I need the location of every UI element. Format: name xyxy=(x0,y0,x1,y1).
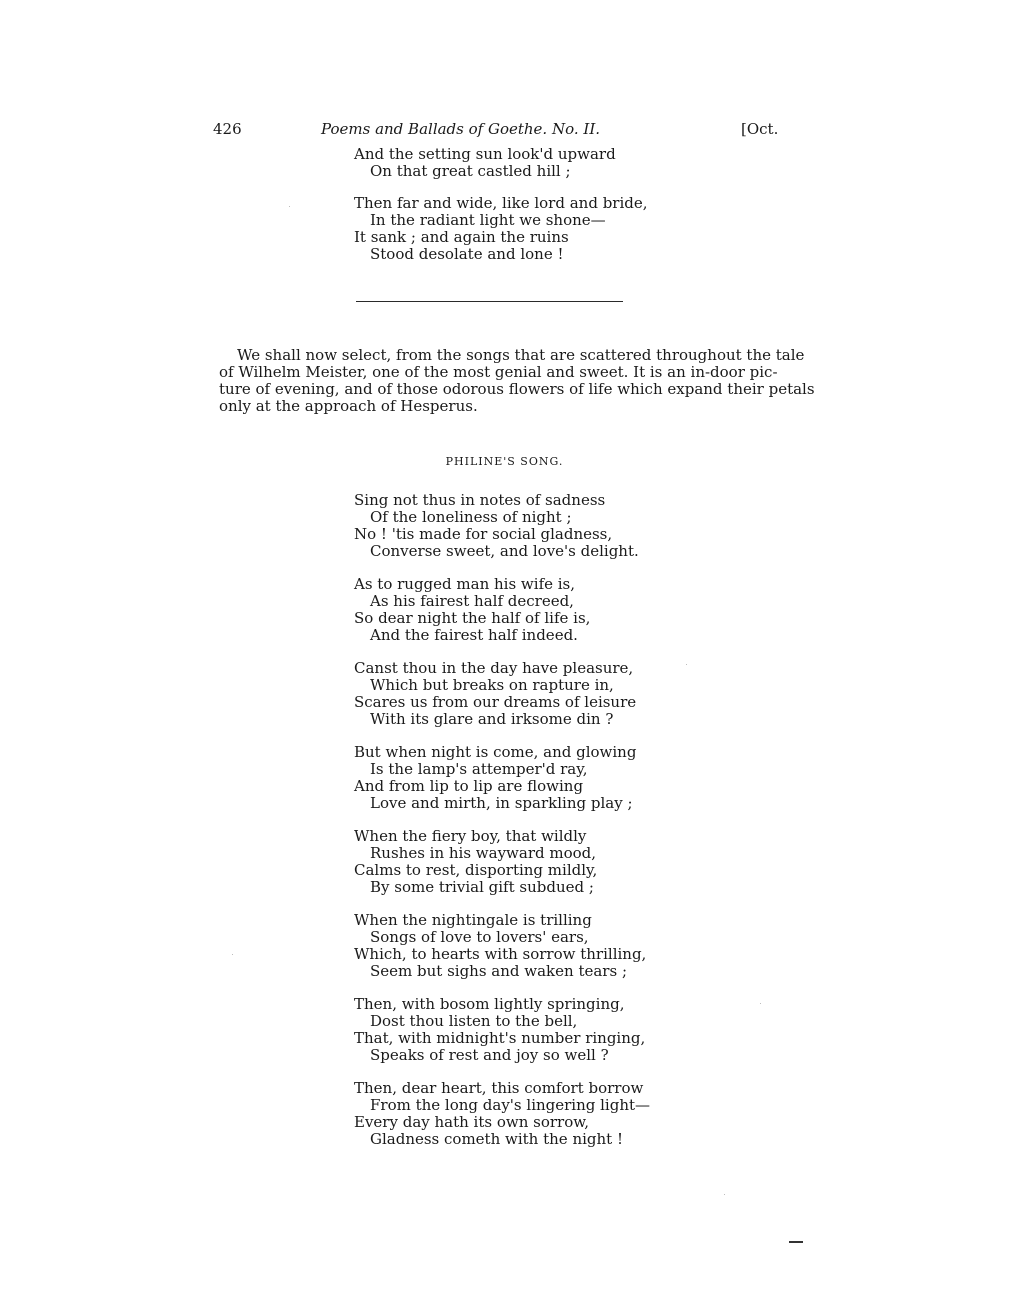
paper-speck xyxy=(232,954,233,955)
poem-line: Then far and wide, like lord and bride, xyxy=(354,194,648,212)
poem-line: Scares us from our dreams of leisure xyxy=(354,693,637,711)
poem-line: In the radiant light we shone— xyxy=(370,211,606,229)
poem-line: Gladness cometh with the night ! xyxy=(370,1130,623,1148)
paragraph-line: We shall now select, from the songs that are scattered throughout the tale xyxy=(237,346,805,364)
poem-line: That, with midnight's number ringing, xyxy=(354,1029,646,1047)
poem-line: No ! 'tis made for social gladness, xyxy=(354,525,613,543)
poem-line: And the fairest half indeed. xyxy=(370,626,578,644)
poem-line: Stood desolate and lone ! xyxy=(370,245,564,263)
running-title: Poems and Ballads of Goethe. No. II. xyxy=(321,120,601,138)
poem-line: On that great castled hill ; xyxy=(370,162,571,180)
song-title: PHILINE'S SONG. xyxy=(445,455,564,468)
paper-speck xyxy=(724,1194,725,1195)
previous-poem-stanza-1 xyxy=(354,146,616,180)
poem-line: Every day hath its own sorrow, xyxy=(354,1113,590,1131)
poem-line: Seem but sighs and waken tears ; xyxy=(370,962,627,980)
poem-line: Of the loneliness of night ; xyxy=(370,508,572,526)
poem-line: So dear night the half of life is, xyxy=(354,609,591,627)
poem-line: As to rugged man his wife is, xyxy=(354,575,576,593)
poem-line: By some trivial gift subdued ; xyxy=(370,878,594,896)
poem-line: Love and mirth, in sparkling play ; xyxy=(370,794,633,812)
paragraph-line: ture of evening, and of those odorous flowers of life which expand their petals xyxy=(219,380,815,398)
song-stanza-4 xyxy=(354,744,636,812)
paragraph-line: only at the approach of Hesperus. xyxy=(219,397,478,415)
song-stanza-2 xyxy=(354,576,590,644)
poem-line: Calms to rest, disporting mildly, xyxy=(354,861,598,879)
song-stanza-7 xyxy=(354,996,645,1064)
previous-poem-stanza-2 xyxy=(354,195,648,263)
poem-line: When the nightingale is trilling xyxy=(354,911,592,929)
poem-line: As his fairest half decreed, xyxy=(370,592,574,610)
running-date: [Oct. xyxy=(741,120,779,138)
song-stanza-1 xyxy=(354,492,639,560)
poem-line: But when night is come, and glowing xyxy=(354,743,637,761)
song-stanza-6 xyxy=(354,912,646,980)
song-stanza-3 xyxy=(354,660,636,728)
poem-line: From the long day's lingering light— xyxy=(370,1096,651,1114)
poem-line: It sank ; and again the ruins xyxy=(354,228,569,246)
poem-line: And the setting sun look'd upward xyxy=(354,145,616,163)
poem-line: Which, to hearts with sorrow thrilling, xyxy=(354,945,647,963)
poem-line: And from lip to lip are flowing xyxy=(354,777,584,795)
paper-speck xyxy=(289,206,290,207)
section-divider xyxy=(356,301,623,302)
poem-line: Then, with bosom lightly springing, xyxy=(354,995,625,1013)
poem-line: Is the lamp's attemper'd ray, xyxy=(370,760,588,778)
poem-line: Speaks of rest and joy so well ? xyxy=(370,1046,609,1064)
poem-line: Rushes in his wayward mood, xyxy=(370,844,597,862)
page-number: 426 xyxy=(213,120,242,138)
prose-paragraph xyxy=(219,346,815,415)
poem-line: When the fiery boy, that wildly xyxy=(354,827,587,845)
paper-speck xyxy=(760,1003,761,1004)
printer-mark xyxy=(789,1241,803,1243)
poem-line: Sing not thus in notes of sadness xyxy=(354,491,606,509)
paper-speck xyxy=(686,664,687,665)
poem-line: Songs of love to lovers' ears, xyxy=(370,928,589,946)
poem-line: Dost thou listen to the bell, xyxy=(370,1012,578,1030)
poem-line: Converse sweet, and love's delight. xyxy=(370,542,639,560)
paragraph-line: of Wilhelm Meister, one of the most genial and sweet. It is an in-door pic- xyxy=(219,363,778,381)
song-stanza-5 xyxy=(354,828,597,896)
poem-line: Canst thou in the day have pleasure, xyxy=(354,659,634,677)
poem-line: Then, dear heart, this comfort borrow xyxy=(354,1079,644,1097)
running-head xyxy=(0,120,1009,140)
poem-line: With its glare and irksome din ? xyxy=(370,710,614,728)
song-stanza-8 xyxy=(354,1080,650,1148)
poem-line: Which but breaks on rapture in, xyxy=(370,676,614,694)
